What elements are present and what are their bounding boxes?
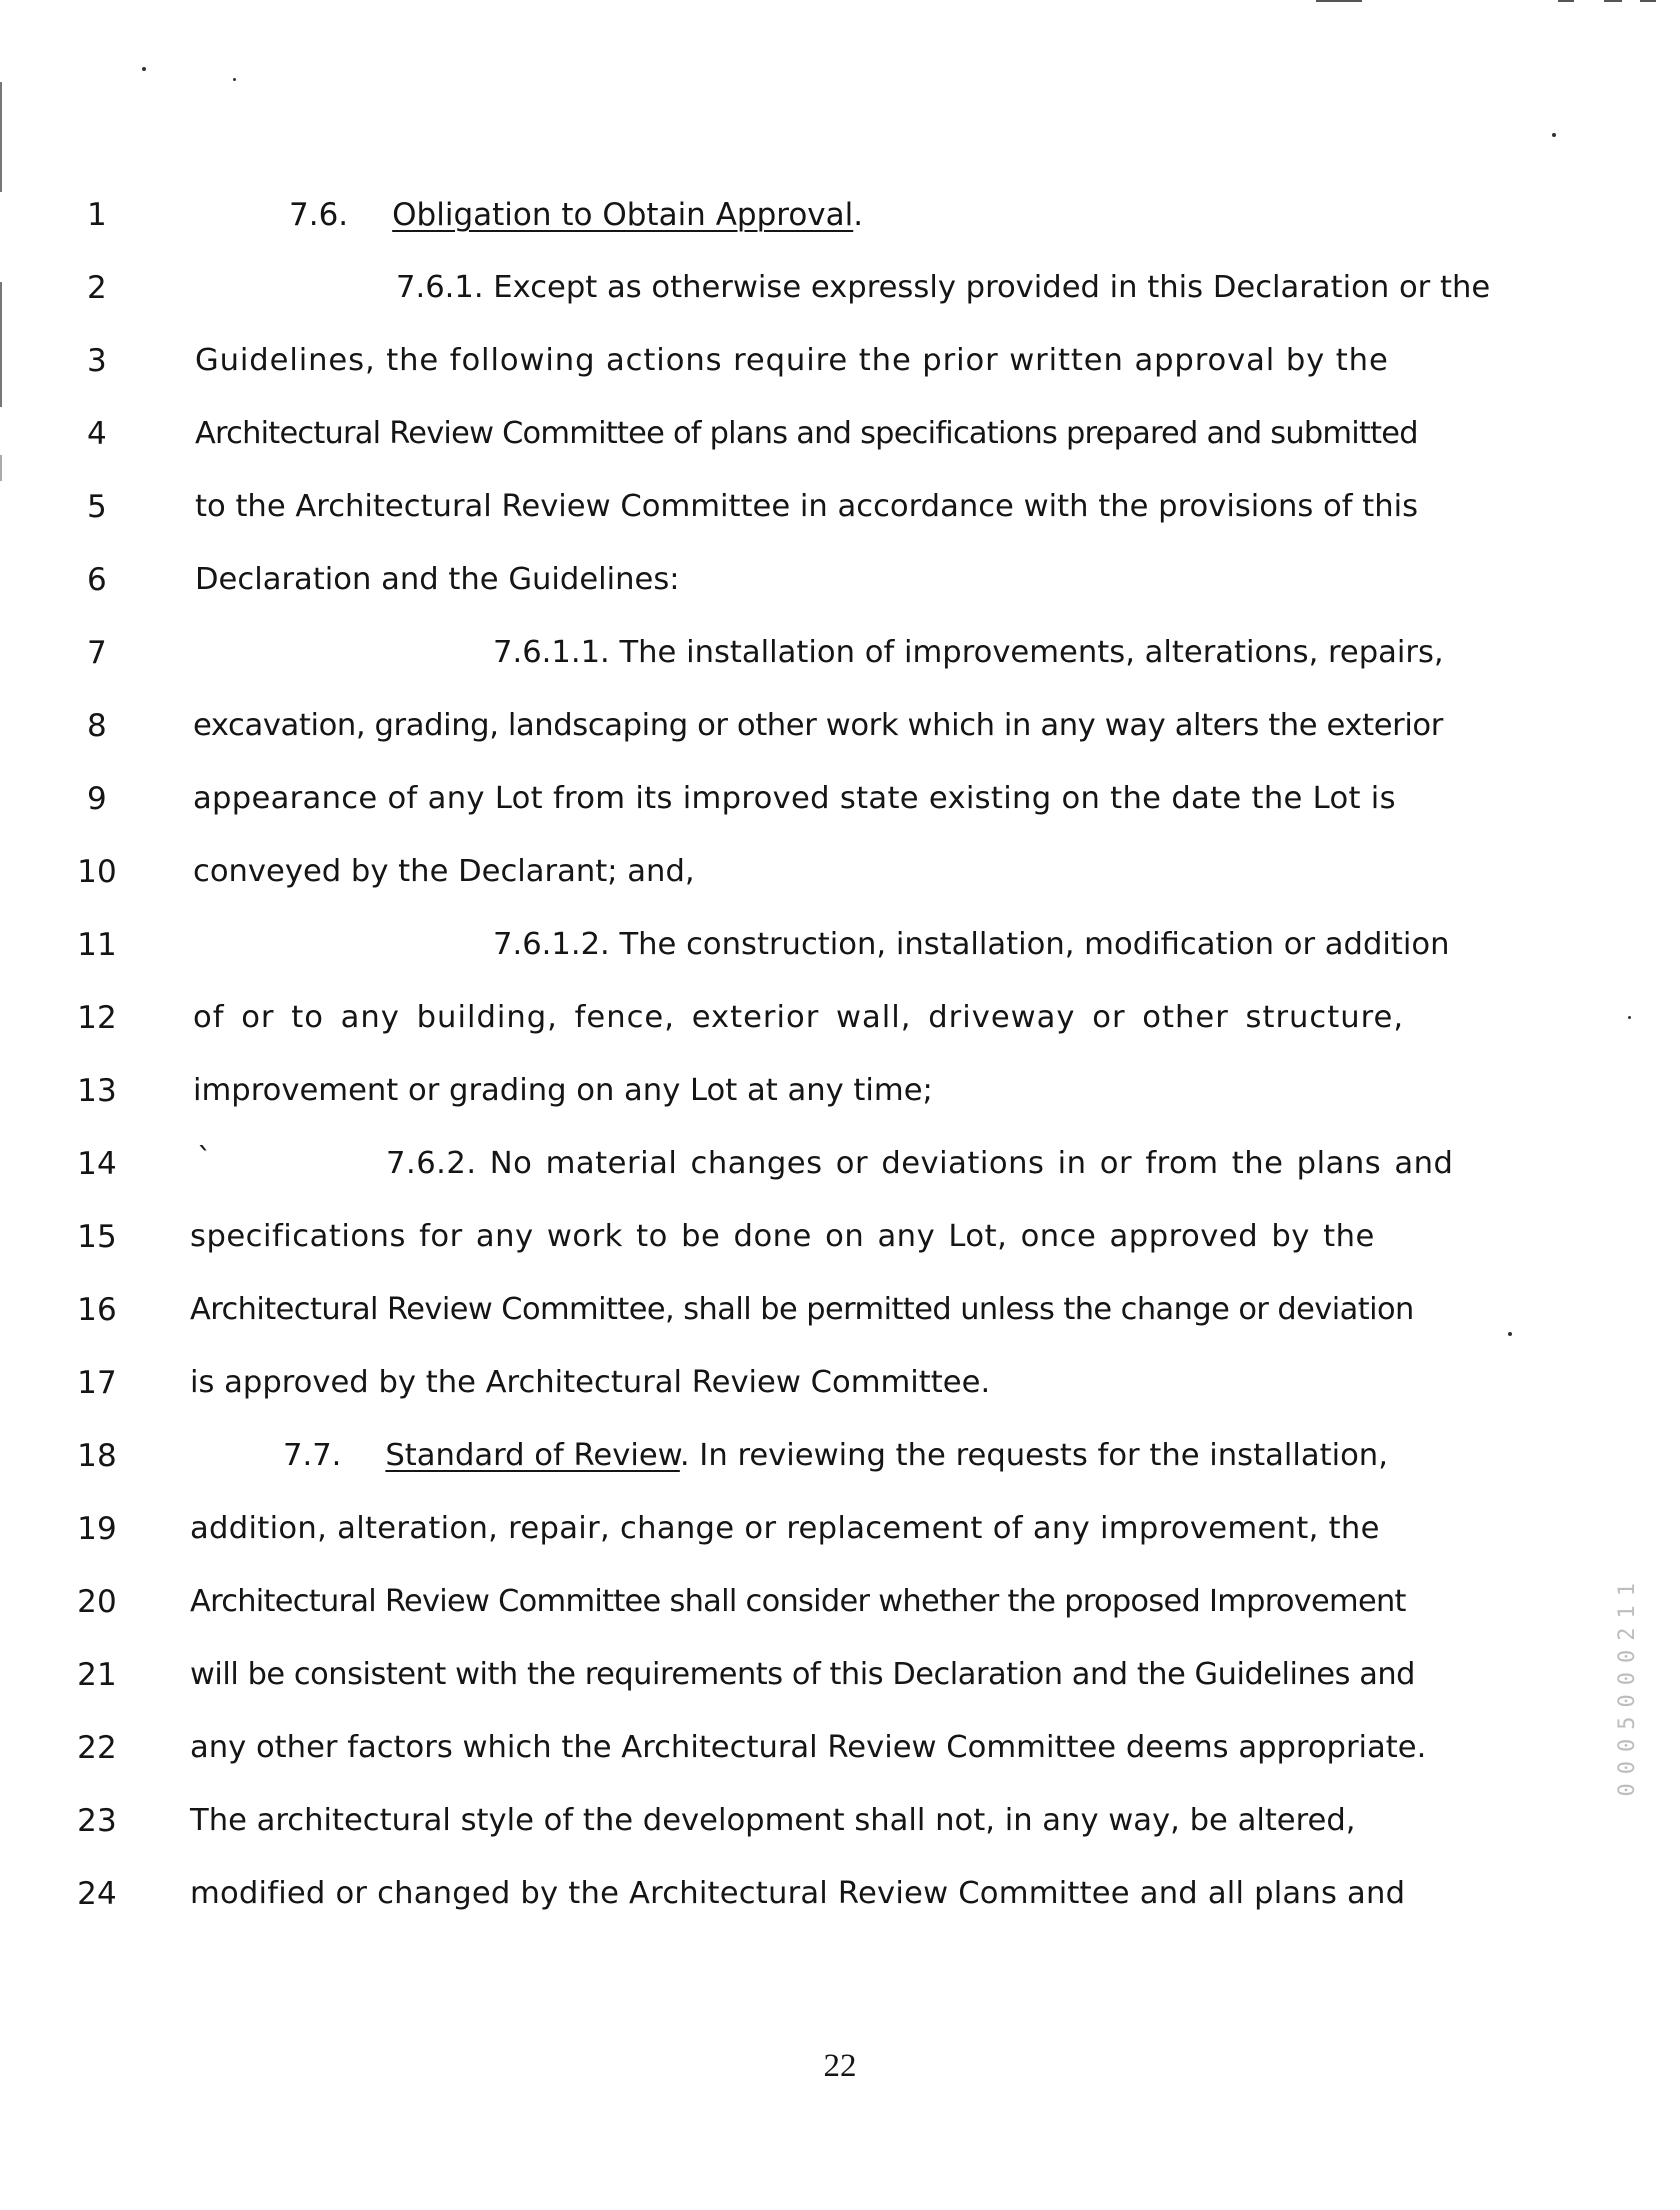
section-text: . In reviewing the requests for the installation,	[679, 1438, 1388, 1473]
scan-speck	[142, 67, 146, 71]
text-line: specifications for any work to be done on any Lot, once approved by the	[190, 1219, 1375, 1254]
scan-speck	[1628, 1016, 1631, 1019]
section-7-7-heading	[283, 1436, 1388, 1476]
scan-edge-mark	[0, 282, 2, 407]
line-number: 10	[77, 854, 117, 890]
text-line: excavation, grading, landscaping or other work which in any way alters the exterior	[193, 708, 1443, 743]
section-title: Obligation to Obtain Approval	[392, 197, 854, 233]
line-number: 14	[77, 1146, 117, 1182]
line-number: 23	[77, 1803, 117, 1839]
text-line: Declaration and the Guidelines:	[195, 562, 680, 597]
text-line: of or to any building, fence, exterior wall, driveway or other structure,	[193, 1000, 1405, 1035]
text-line: Architectural Review Committee of plans and specifications prepared and submitted	[195, 416, 1418, 451]
line-number: 20	[77, 1584, 117, 1620]
page-number: 22	[823, 2048, 857, 2084]
section-number: 7.7.	[283, 1438, 342, 1473]
line-number: 18	[77, 1438, 117, 1474]
line-number: 2	[87, 270, 107, 306]
section-7-6-heading	[289, 195, 863, 235]
line-number: 17	[77, 1365, 117, 1401]
line-number: 13	[77, 1073, 117, 1109]
text-line: 7.6.2. No material changes or deviations in or from the plans and	[386, 1146, 1454, 1181]
text-line: Architectural Review Committee shall consider whether the proposed Improvement	[190, 1584, 1406, 1619]
line-number: 5	[87, 489, 107, 525]
line-number: 21	[77, 1657, 117, 1693]
text-line: Guidelines, the following actions require the prior written approval by the	[195, 343, 1389, 378]
text-line: 7.6.1.2. The construction, installation, modification or addition	[493, 927, 1450, 962]
line-number: 3	[87, 343, 107, 379]
line-number: 19	[77, 1511, 117, 1547]
section-title: Standard of Review	[385, 1438, 680, 1473]
text-line: 7.6.1. Except as otherwise expressly provided in this Declaration or the	[396, 270, 1491, 305]
line-number: 6	[87, 562, 107, 598]
text-line: The architectural style of the development shall not, in any way, be altered,	[190, 1803, 1356, 1838]
text-line: to the Architectural Review Committee in accordance with the provisions of this	[195, 489, 1419, 524]
scan-speck	[233, 78, 236, 81]
line-number: 16	[77, 1292, 117, 1328]
text-line: modified or changed by the Architectural Review Committee and all plans and	[190, 1876, 1406, 1911]
scan-top-mark	[1316, 0, 1362, 2]
line-number: 4	[87, 416, 107, 452]
text-line: will be consistent with the requirements of this Declaration and the Guidelines and	[190, 1657, 1416, 1692]
line-number: 9	[87, 781, 107, 817]
scan-edge-mark	[0, 82, 2, 192]
line-number: 1	[87, 197, 107, 233]
text-line: addition, alteration, repair, change or replacement of any improvement, the	[190, 1511, 1380, 1546]
text-line: improvement or grading on any Lot at any time;	[193, 1073, 933, 1108]
scan-top-mark	[1558, 0, 1574, 2]
scan-top-mark	[1640, 0, 1656, 2]
scan-top-mark	[1604, 0, 1622, 2]
line-number: 12	[77, 1000, 117, 1036]
line-number: 7	[87, 635, 107, 671]
text-line: is approved by the Architectural Review Committee.	[190, 1365, 991, 1400]
scan-speck	[1552, 133, 1556, 137]
stray-mark: `	[197, 1142, 212, 1177]
text-line: 7.6.1.1. The installation of improvements, alterations, repairs,	[493, 635, 1444, 670]
line-number: 8	[87, 708, 107, 744]
text-line: appearance of any Lot from its improved state existing on the date the Lot is	[193, 781, 1396, 816]
text-line: any other factors which the Architectural Review Committee deems appropriate.	[190, 1730, 1427, 1765]
scan-edge-mark	[0, 455, 2, 481]
text-line: conveyed by the Declarant; and,	[193, 854, 695, 889]
line-number: 24	[77, 1876, 117, 1912]
side-stamp: 0005000211	[1615, 1574, 1640, 1797]
text-line: Architectural Review Committee, shall be permitted unless the change or deviation	[190, 1292, 1414, 1327]
line-number: 22	[77, 1730, 117, 1766]
section-number: 7.6.	[289, 197, 349, 233]
line-number: 15	[77, 1219, 117, 1255]
scan-speck	[1508, 1332, 1512, 1336]
line-number: 11	[77, 927, 117, 963]
section-title-period: .	[853, 197, 864, 233]
